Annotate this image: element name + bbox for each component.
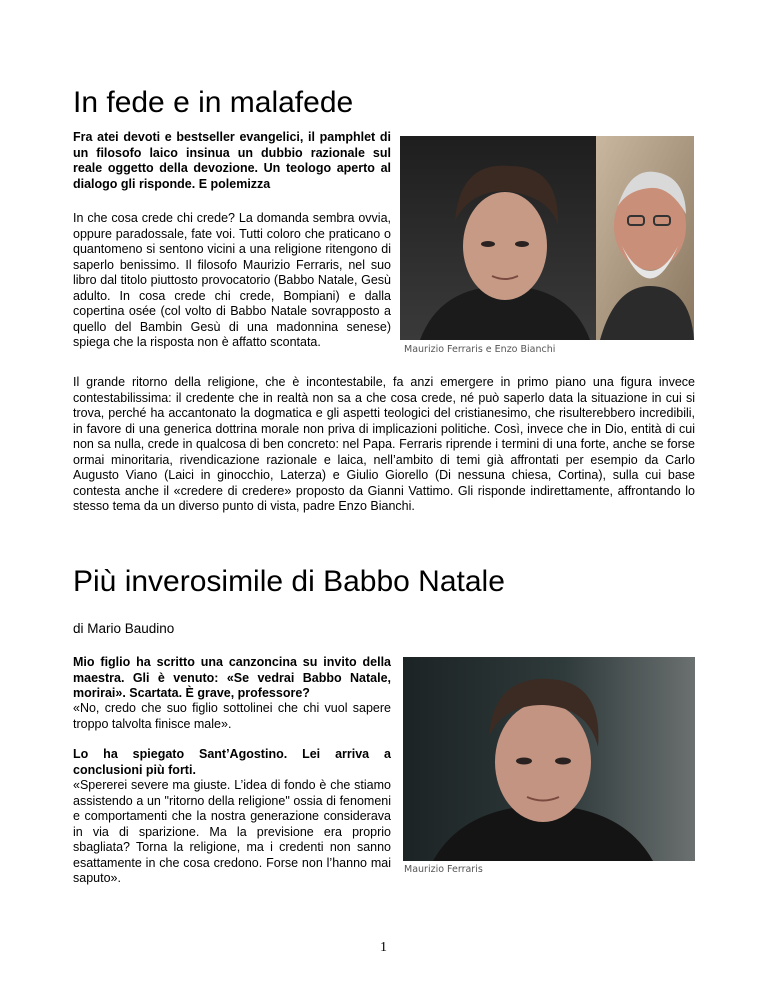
photo-ferraris-bianchi bbox=[400, 136, 694, 340]
article1-para1: In che cosa crede chi crede? La domanda sembra ovvia, oppure paradossale, fate voi. Tutti coloro che praticano o quantomeno si sentono vicini a una religione ritengono di saperlo benissimo. Il filosofo Maurizio Ferraris, nel suo libro dal titolo piuttosto provocatorio (Babbo Natale, Gesù adulto. In cosa crede chi crede, Bompiani) e dalla copertina osée (col volto di Babbo Natale sovrapposto a quello del Bambin Gesù di una madonnina senese) spiega che la risposta non è affatto scontata. bbox=[73, 211, 391, 349]
portraits-illustration bbox=[400, 136, 694, 340]
photo-caption-1: Maurizio Ferraris e Enzo Bianchi bbox=[404, 344, 556, 355]
portrait-illustration bbox=[403, 657, 695, 861]
interview-question-2: Lo ha spiegato Sant’Agostino. Lei arriva a conclusioni più forti. bbox=[73, 747, 391, 777]
article2-byline: di Mario Baudino bbox=[73, 621, 175, 636]
article1-lead: Fra atei devoti e bestseller evangelici, il pamphlet di un filosofo laico insinua un dubbio razionale sul reale oggetto della devozione. Un teologo aperto al dialogo gli risponde. E polemizza bbox=[73, 130, 391, 191]
interview-question-1: Mio figlio ha scritto una canzoncina su invito della maestra. Gli è venuto: «Se vedrai Babbo Natale, morirai». Scartata. È grave, professore? bbox=[73, 655, 391, 700]
interview-answer-2: «Spererei severe ma giuste. L’idea di fondo è che stiamo assistendo a un "ritorno della religione" ossia di fenomeni e comportamenti che la nostra generazione considerava in via di sparizione. Ma la previsione era proprio sbagliata? Torna la religione, ma i credenti non sanno esattamente in che cosa credono. Forse non l’hanno mai saputo». bbox=[73, 778, 391, 885]
article1-title: In fede e in malafede bbox=[73, 86, 354, 119]
photo-ferraris bbox=[403, 657, 695, 861]
page-number: 1 bbox=[380, 940, 387, 955]
article2-title: Più inverosimile di Babbo Natale bbox=[73, 565, 505, 598]
interview-answer-1: «No, credo che suo figlio sottolinei che chi vuol sapere troppo talvolta finisce male». bbox=[73, 701, 391, 731]
article1-para2: Il grande ritorno della religione, che è incontestabile, fa anzi emergere in primo piano una figura invece contestabilissima: il credente che in realtà non sa a che cosa crede, né può saperlo data la situazione in cui si trova, perché ha accantonato la dogmatica e gli aspetti teologici del cristianesimo, che risulterebbero incredibili, in favore di una generica dottrina morale non priva di implicazioni politiche. Così, invece che in Dio, entità di cui non sa nulla, crede in qualcosa di ben concreto: nel Papa. Ferraris riprende i termini di una forte, anche se forse ormai minoritaria, rivendicazione razionale e laica, nell’ambito di temi già affrontati per esempio da Carlo Augusto Viano (Laici in ginocchio, Laterza) e Giulio Giorello (Di nessuna chiesa, Cortina), sulla cui base contesta anche il «credere di credere» proposto da Gianni Vattimo. Gli risponde indirettamente, affrontando lo stesso tema da un diverso punto di vista, padre Enzo Bianchi. bbox=[73, 375, 695, 513]
photo-caption-2: Maurizio Ferraris bbox=[404, 864, 483, 875]
